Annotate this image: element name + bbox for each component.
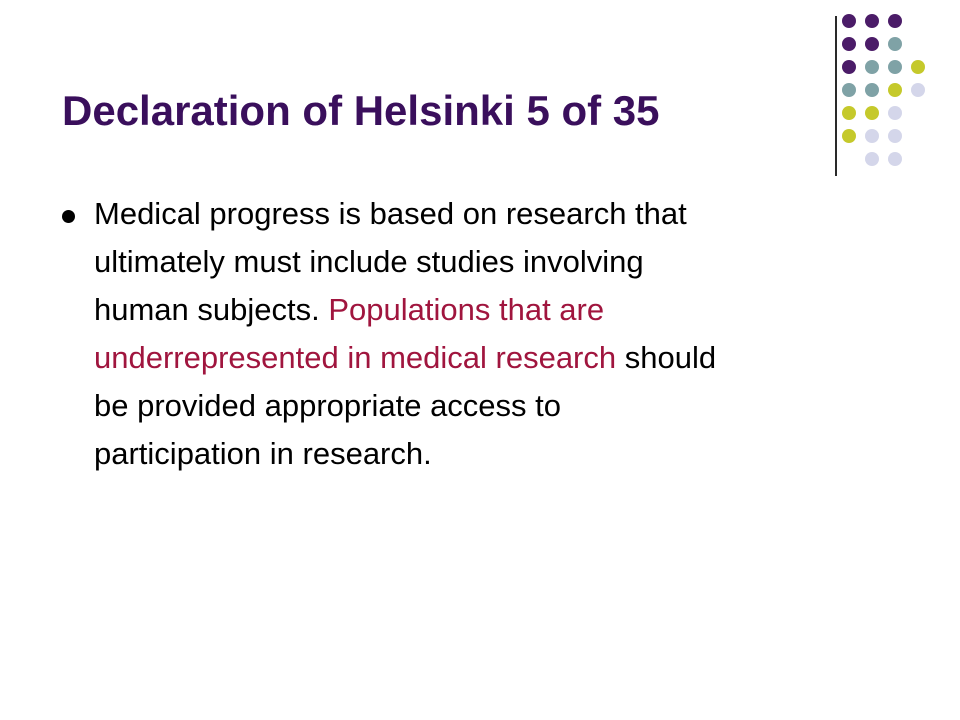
dot-teal xyxy=(888,37,902,51)
text-line xyxy=(94,334,860,382)
text-line xyxy=(94,382,860,430)
text-line xyxy=(94,190,860,238)
dot-lavender xyxy=(888,129,902,143)
dot-teal xyxy=(842,83,856,97)
text-segment: should xyxy=(616,340,717,375)
highlighted-text: Populations that are xyxy=(328,292,605,327)
dot-lavender xyxy=(865,152,879,166)
dot-lavender xyxy=(911,83,925,97)
dot-teal xyxy=(865,83,879,97)
text-segment: Medical progress is based on research that xyxy=(94,196,687,231)
dot-grid-decoration xyxy=(842,14,954,154)
text-segment: be provided appropriate access to xyxy=(94,388,562,423)
dot-lavender xyxy=(888,106,902,120)
dot-lime xyxy=(865,106,879,120)
divider-line xyxy=(835,16,837,176)
highlighted-text: underrepresented in medical research xyxy=(94,340,617,375)
bullet-list xyxy=(60,190,860,478)
text-line xyxy=(94,238,860,286)
dot-lime xyxy=(842,129,856,143)
dot-lime xyxy=(842,106,856,120)
text-segment: human subjects. xyxy=(94,292,329,327)
dot-lavender xyxy=(865,129,879,143)
dot-lime xyxy=(888,83,902,97)
dot-purple xyxy=(842,37,856,51)
bullet-item xyxy=(60,190,860,478)
text-line xyxy=(94,286,860,334)
slide-title: Declaration of Helsinki 5 of 35 xyxy=(62,87,660,134)
bullet-text xyxy=(94,190,860,478)
dot-teal xyxy=(888,60,902,74)
dot-teal xyxy=(865,60,879,74)
dot-purple xyxy=(865,37,879,51)
dot-purple xyxy=(842,60,856,74)
bullet-icon xyxy=(62,210,75,223)
text-segment: ultimately must include studies involving xyxy=(94,244,644,279)
text-line xyxy=(94,430,860,478)
dot-lavender xyxy=(888,152,902,166)
dot-lime xyxy=(911,60,925,74)
dot-purple xyxy=(865,14,879,28)
text-segment: participation in research. xyxy=(94,436,432,471)
dot-purple xyxy=(888,14,902,28)
dot-purple xyxy=(842,14,856,28)
